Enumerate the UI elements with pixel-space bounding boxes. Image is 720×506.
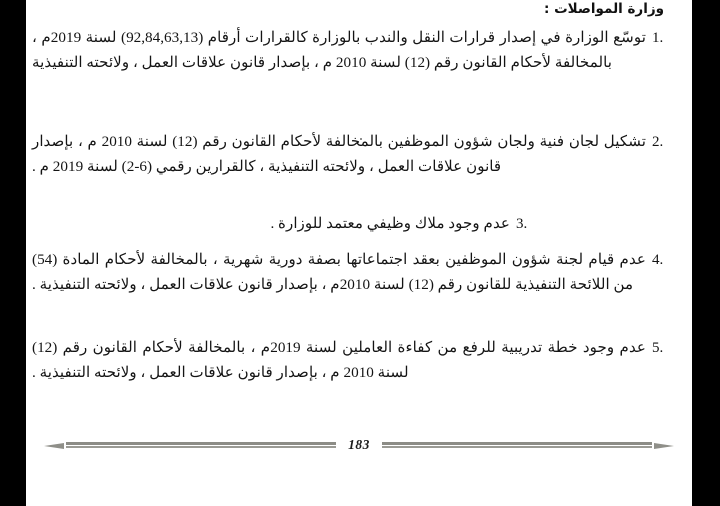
clause-text: توسّع الوزارة في إصدار قرارات النقل والندب بالوزارة كالقرارات أرقام (92,84,63,13) لسنة 2019م ، بالمخالفة لأحكام القانون رقم (12) لسنة 2010 م ، بإصدار قانون علاقات العمل ، ولائحته التنفيذية <box>32 29 646 71</box>
footer-rule-left <box>66 441 336 450</box>
footer-rule-tip-left <box>44 441 66 450</box>
letterbox-left <box>0 0 26 506</box>
clause-number: 5. <box>652 340 664 356</box>
page-body <box>26 0 692 506</box>
clause-text: عدم قيام لجنة شؤون الموظفين بعقد اجتماعاتها بصفة دورية شهرية ، بالمخالفة لأحكام المادة (54) من اللائحة التنفيذية للقانون رقم (12) لسنة 2010م ، بإصدار قانون علاقات العمل ، ولائحته التنفيذية . <box>32 251 646 293</box>
section-heading: وزارة المواصلات : <box>543 1 664 17</box>
page-footer <box>26 432 692 458</box>
footer-rule-tip-right <box>652 441 674 450</box>
clause-text: عدم وجود خطة تدريبية للرفع من كفاءة العاملين لسنة 2019م ، بالمخالفة لأحكام القانون رقم (12) لسنة 2010 م ، بإصدار قانون علاقات العمل ، ولائحته التنفيذية . <box>32 339 646 381</box>
page-number: 183 <box>348 437 370 453</box>
clause-number: 2. <box>652 134 664 150</box>
clause-item <box>26 26 692 75</box>
clause-number: 4. <box>652 252 664 268</box>
clause-item <box>26 130 692 179</box>
clause-text: عدم وجود ملاك وظيفي معتمد للوزارة . <box>270 215 510 232</box>
clause-number: 1. <box>652 30 664 46</box>
letterbox-right <box>692 0 720 506</box>
clause-text: تشكيل لجان فنية ولجان شؤون الموظفين بالمخالفة لأحكام القانون رقم (12) لسنة 2010 م ، بإصدار قانون علاقات العمل ، ولائحته التنفيذية ، كالقرارين رقمي (6-2) لسنة 2019 م . <box>32 133 646 175</box>
clause-item <box>26 212 692 237</box>
clause-item <box>26 248 692 297</box>
clause-item <box>26 336 692 385</box>
clause-number: 3. <box>516 216 528 232</box>
document-page <box>26 0 692 506</box>
footer-rule-right <box>382 441 652 450</box>
